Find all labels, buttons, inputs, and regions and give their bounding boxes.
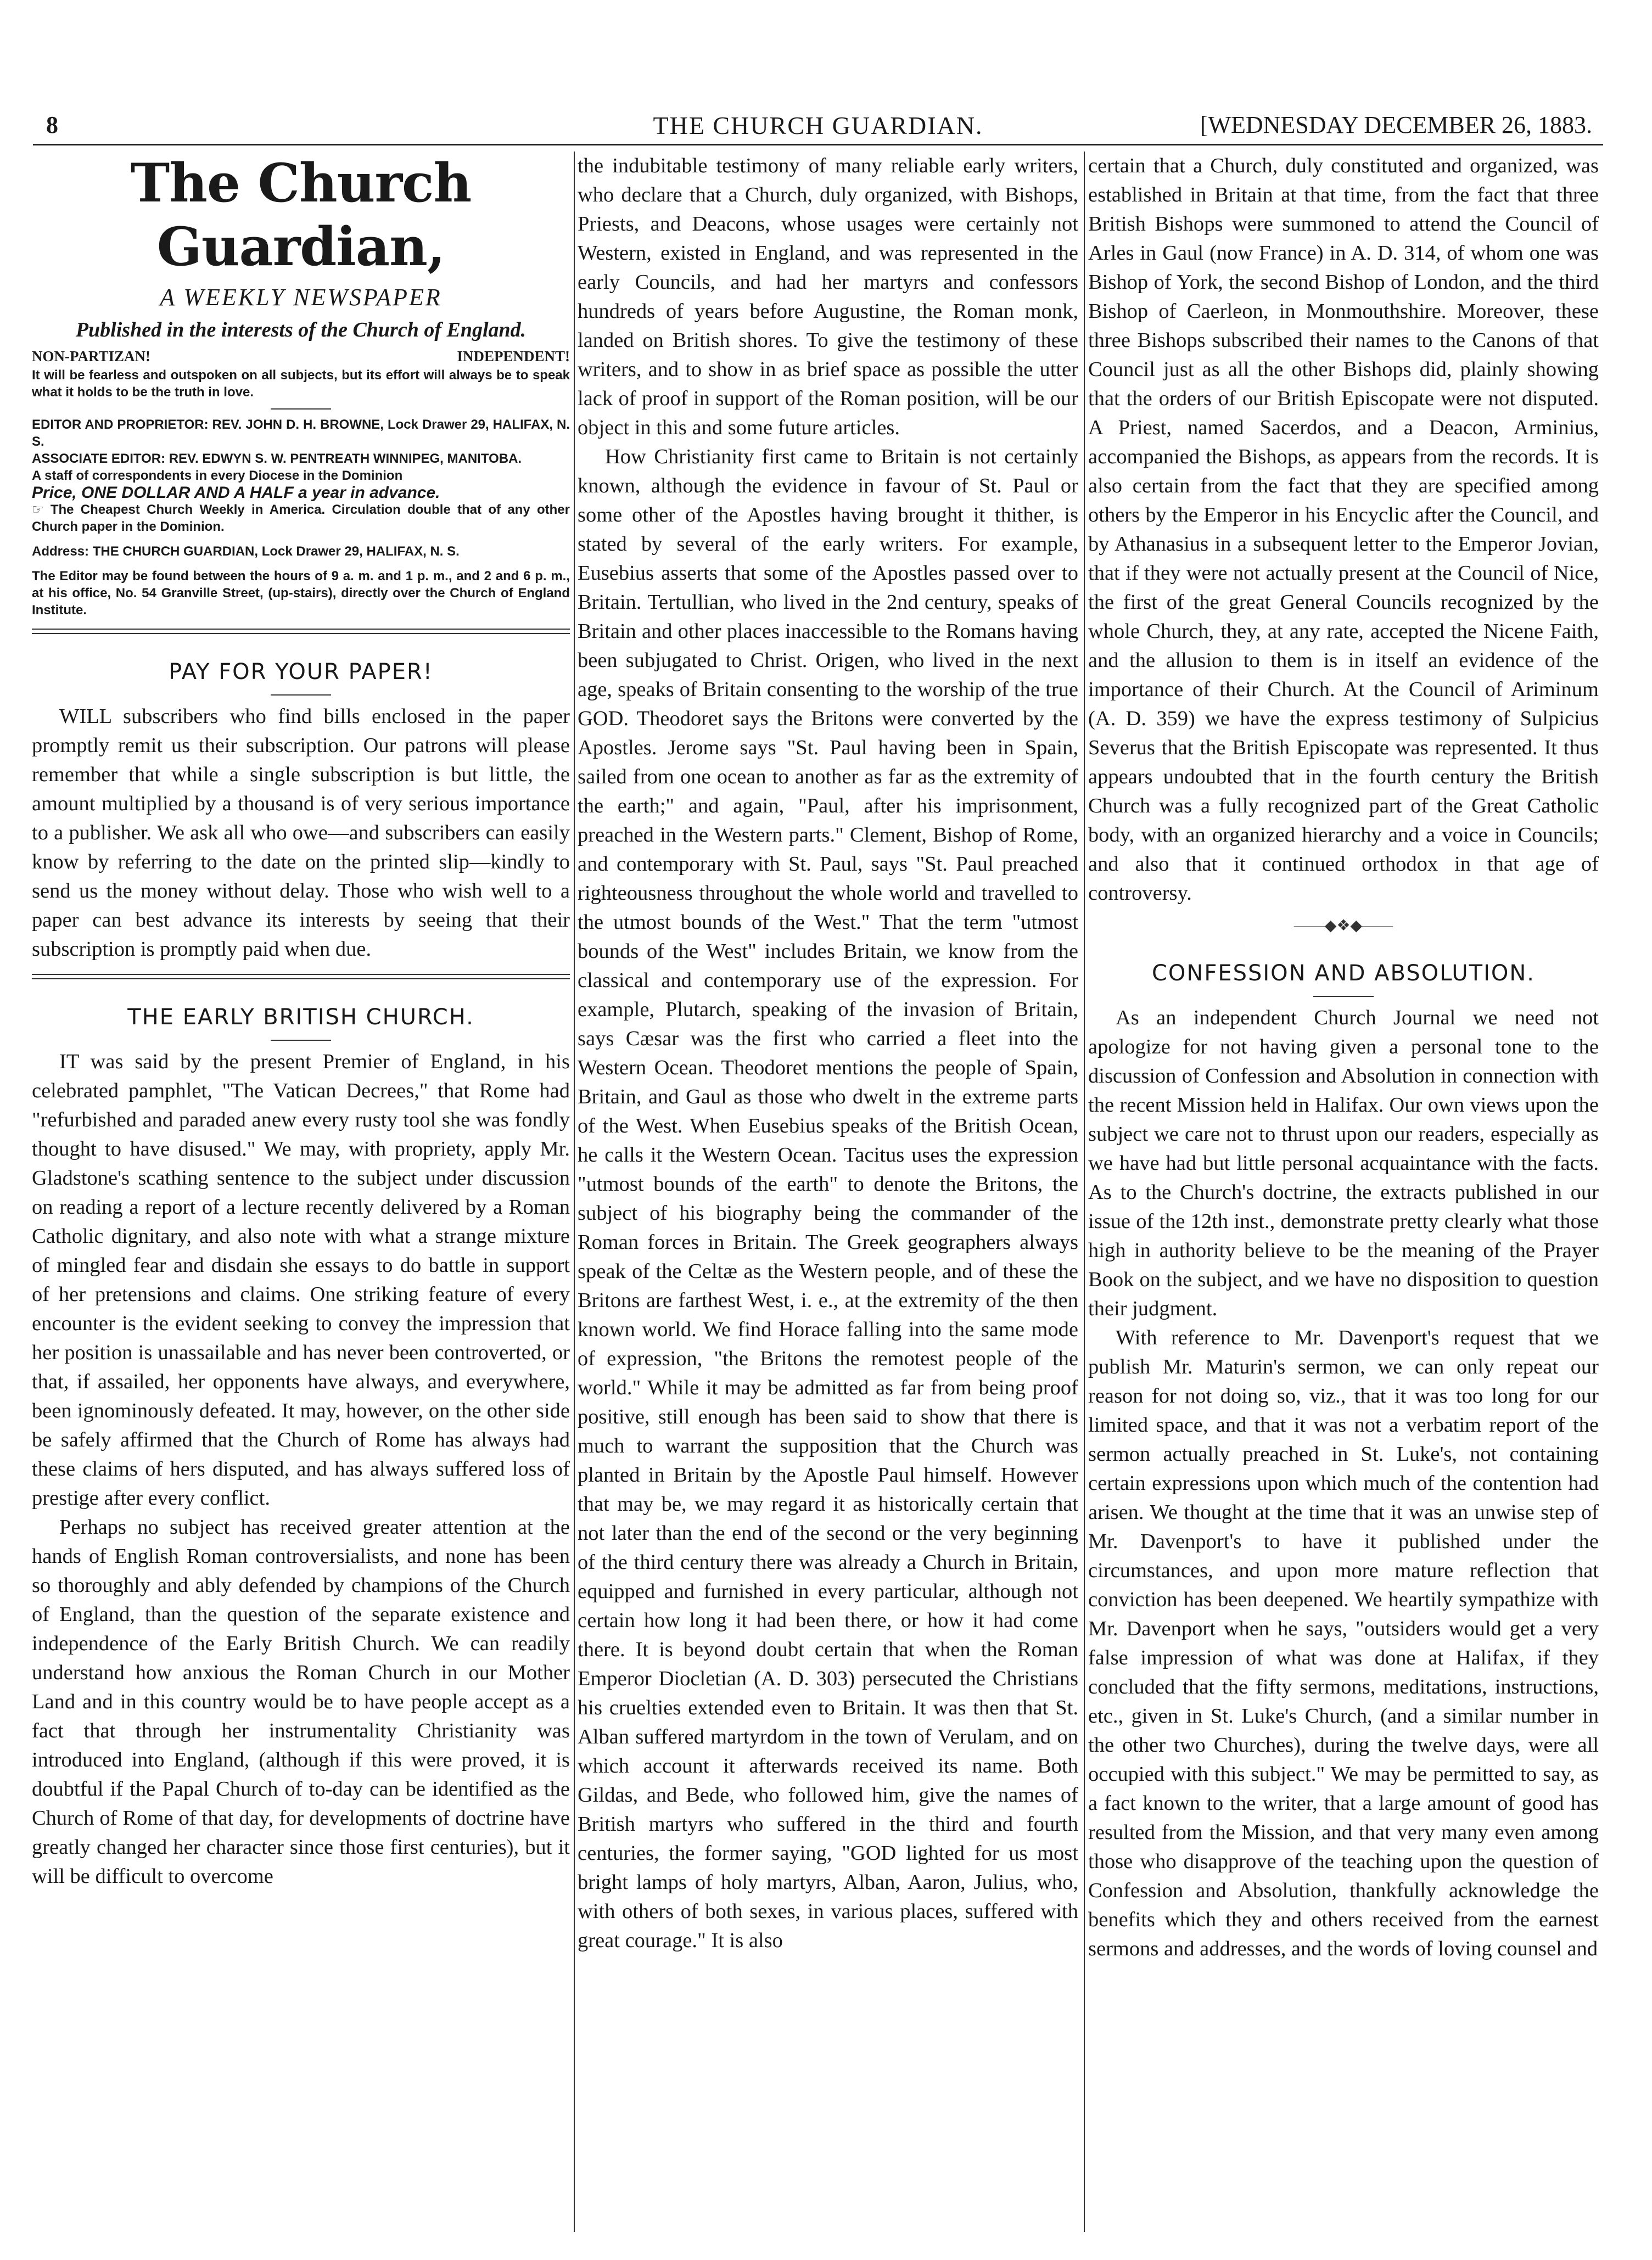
running-header (33, 109, 1603, 145)
masthead-circulation: ☞ The Cheapest Church Weekly in America. Circulation double that of any other Church paper in the Dominion. (32, 502, 570, 534)
column-rule-1 (574, 152, 575, 2232)
double-rule (32, 629, 570, 634)
early-church-heading: THE EARLY BRITISH CHURCH. (127, 1005, 474, 1030)
pay-heading: PAY FOR YOUR PAPER! (169, 659, 433, 685)
short-rule (271, 408, 331, 410)
double-rule (32, 974, 570, 979)
masthead-staff: A staff of correspondents in every Diocese in the Dominion (32, 468, 403, 483)
masthead-associate-editor: ASSOCIATE EDITOR: REV. EDWYN S. W. PENTREATH WINNIPEG, MANITOBA. (32, 451, 522, 466)
pay-article (32, 702, 570, 964)
early-paragraph-2: Perhaps no subject has received greater attention at the hands of English Roman controversialists, and none has been so thoroughly and ably defended by champions of the Church of England, than the question of the separate existence and independence of the Early British Church. We can readily understand how anxious the Roman Church in our Mother Land and in this country would be to have people accept as a fact that through her instrumentality Christianity was introduced into England, (although if this were proved, it is doubtful if the Papal Church of to-day can be identified as the Church of Rome of that day, for developments of doctrine have greatly changed her character since those first centuries), but it will be difficult to overcome (32, 1516, 570, 1888)
early-church-conclusion (1088, 152, 1599, 908)
masthead-hours: The Editor may be found between the hours of 9 a. m. and 1 p. m., and 2 and 6 p. m., at his office, No. 54 Granville Street, (up-stairs), directly over the Church of England Institute. (32, 569, 570, 618)
issue-date: [WEDNESDAY DECEMBER 26, 1883. (1200, 111, 1592, 138)
column-1 (32, 152, 570, 2243)
ornament-divider: ——◆❖◆—— (1293, 917, 1393, 934)
pay-paragraph: WILL subscribers who find bills enclosed in the paper promptly remit us their subscription. Our patrons will please remember that while a single subscription is but little, the amount multiplied by a thousand is of very serious importance to a publisher. We ask all who owe—and subscribers can easily know by referring to the date on the printed slip—kindly to send us the money without delay. Those who wish well to a paper can best advance its interests by seeing that their subscription is promptly paid when due. (32, 705, 570, 961)
early-paragraph-1: IT was said by the present Premier of England, in his celebrated pamphlet, "The Vatican Decrees," that Rome had "refurbished and paraded anew every rusty tool she was fondly thought to have disused." We may, with propriety, apply Mr. Gladstone's scathing sentence to the subject under discussion on reading a report of a lecture recently delivered by a Roman Catholic dignitary, and also note with what a strange mixture of mingled fear and disdain she essays to do battle in support of her pretensions and claims. One striking feature of every encounter is the evident seeking to convey the impression that her position is unassailable and has never been controverted, or that, if assailed, her opponents have always, and everywhere, been ignominously defeated. It may, however, on the other side be safely affirmed that the Church of Rome has always had these claims of hers disputed, and has always suffered loss of prestige after every conflict. (32, 1050, 570, 1510)
page-number: 8 (46, 111, 58, 138)
column-3 (1088, 152, 1599, 2243)
early-paragraph-4: How Christianity first came to Britain is not certainly known, although the evidence in favour of St. Paul or some other of the Apostles having brought it thither, is stated by several of the early writers. For example, Eusebius asserts that some of the Apostles passed over to Britain. Tertullian, who lived in the 2nd century, speaks of Britain and other places inaccessible to the Romans having been subjugated to Christ. Origen, who lived in the next age, speaks of Britain consenting to the worship of the true GOD. Theodoret says the Britons were converted by the Apostles. Jerome says "St. Paul having been in Spain, sailed from one ocean to another as far as the extremity of the earth;" and again, "Paul, after his imprisonment, preached in the Western parts." Clement, Bishop of Rome, and contemporary with St. Paul, says "St. Paul preached righteousness throughout the whole world and travelled to the utmost bounds of the West." That the term "utmost bounds of the West" includes Britain, we know from the classical and contemporary use of the expression. For example, Plutarch, speaking of the invasion of Britain, says Cæsar was the first who carried a fleet into the Western Ocean. Theodoret mentions the people of Spain, Britain, and Gaul as those who dwelt in the extreme parts of the West. When Eusebius speaks of the British Ocean, he calls it the Western Ocean. Tacitus uses the expression "utmost bounds of the earth" to denote the Britons, the subject of his biography being the commander of the Roman forces in Britain. The Greek geographers always speak of the Celtæ as the Western people, and of these the Britons are farthest West, i. e., at the extremity of the then known world. We find Horace falling into the same mode of expression, "the Britons the remotest people of the world." While it may be admitted as far from being proof positive, still enough has been said to show that there is much to warrant the supposition that the Church was planted in Britain by the Apostle Paul himself. However that may be, we may regard it as historically certain that not later than the end of the second or the very beginning of the third century there was already a Church in Britain, equipped and furnished in every particular, although not certain how long it had been there, or how it had come there. It is beyond doubt certain that when the Roman Emperor Diocletian (A. D. 303) persecuted the Christians his cruelties extended even to Britain. It was then that St. Alban suffered martyrdom in the town of Verulam, and on which account it afterwards received its name. Both Gildas, and Bede, who followed him, give the names of British martyrs who suffered in the third and fourth centuries, the former saying, "GOD lighted for us most bright lamps of holy martyrs, Alban, Aaron, Julius, who, with others of both sexes, in various places, suffered with great courage." It is also (578, 445, 1078, 1952)
short-rule (271, 694, 331, 696)
masthead-title: The Church Guardian, (130, 152, 472, 278)
short-rule (271, 1040, 331, 1041)
column-2 (578, 152, 1078, 2243)
short-rule (1313, 996, 1374, 997)
masthead-editor: EDITOR AND PROPRIETOR: REV. JOHN D. H. BROWNE, Lock Drawer 29, HALIFAX, N. S. (32, 417, 570, 449)
confession-heading: CONFESSION AND ABSOLUTION. (1151, 961, 1535, 986)
masthead-motto: It will be fearless and outspoken on all subjects, but its effort will always be to speak what it holds to be the truth in love. (32, 368, 570, 400)
confession-paragraph-2: With reference to Mr. Davenport's request that we publish Mr. Maturin's sermon, we can only repeat our reason for not doing so, viz., that it was too long for our limited space, and that it was not a verbatim report of the sermon actually preached in St. Luke's, not containing certain expressions upon which much of the contention had arisen. We thought at the time that it was an unwise step of Mr. Davenport's to have it published under the circumstances, and upon more mature reflection that conviction has been deepened. We heartily sympathize with Mr. Davenport when he says, "outsiders would get a very false impression of what was done at Halifax, if they concluded that the fifty sermons, meditations, instructions, etc., given in St. Luke's Church, (and a similar number in the other two Churches), during the twelve days, were all occupied with this subject." We may be permitted to say, as a fact known to the writer, that a large amount of good has resulted from the Mission, and that very many even among those who disapprove of the teaching upon the question of Confession and Absolution, thankfully acknowledge the benefits which they and others received from the earnest sermons and addresses, and the words of loving counsel and (1088, 1326, 1599, 1960)
early-paragraph-5: certain that a Church, duly constituted and organized, was established in Britain at that time, from the fact that three British Bishops were summoned to attend the Council of Arles in Gaul (now France) in A. D. 314, of whom one was Bishop of York, the second Bishop of London, and the third Bishop of Caerleon, in Monmouthshire. Moreover, these three Bishops subscribed their names to the Canons of that Council just as all the other Bishops did, plainly showing that the orders of our British Episcopate were not disputed. A Priest, named Sacerdos, and a Deacon, Arminius, accompanied the Bishops, as appears from the records. It is also certain from the fact that they are specified among others by the Emperor in his Encyclic after the Council, and by Athanasius in a subsequent letter to the Emperor Jovian, that if they were not actually present at the Council of Nice, the first of the great General Councils recognized by the whole Church, they, at any rate, accepted the Nicene Faith, and the allusion to them is in itself an evidence of the importance of their Church. At the Council of Ariminum (A. D. 359) we have the express testimony of Sulpicius Severus that the British Episcopate was represented. It thus appears undoubted that in the fourth century the British Church was a fully recognized part of the Great Catholic body, with an organized hierarchy and a voice in Councils; and also that it continued orthodox in that age of controversy. (1088, 154, 1599, 905)
masthead-published: Published in the interests of the Church of England. (75, 318, 527, 341)
running-title: THE CHURCH GUARDIAN. (653, 111, 983, 139)
early-church-continued (578, 152, 1078, 1955)
early-paragraph-3: the indubitable testimony of many reliable early writers, who declare that a Church, duly organized, with Bishops, Priests, and Deacons, whose usages were certainly not Western, existed in England, and was represented in the early Councils, and had her martyrs and confessors hundreds of years before Augustine, the Roman monk, landed on British shores. To give the testimony of these writers, and to show in as brief space as possible the utter lack of proof in support of the Roman position, will be our object in this and some future articles. (578, 154, 1078, 439)
confession-paragraph-1: As an independent Church Journal we need not apologize for not having given a personal tone to the discussion of Confession and Absolution in connection with the recent Mission held in Halifax. Our own views upon the subject we care not to thrust upon our readers, especially as we have had but little personal acquaintance with the facts. As to the Church's doctrine, the extracts published in our issue of the 12th inst., demonstrate pretty clearly what those high in authority believe to be the meaning of the Prayer Book on the subject, and we have no disposition to question their judgment. (1088, 1006, 1599, 1320)
confession-article (1088, 1003, 1599, 1964)
masthead-address: Address: THE CHURCH GUARDIAN, Lock Drawer 29, HALIFAX, N. S. (32, 544, 460, 559)
early-church-article (32, 1047, 570, 1891)
masthead-stance (32, 346, 570, 367)
column-rule-2 (1084, 152, 1085, 2232)
masthead-subtitle: A WEEKLY NEWSPAPER (160, 284, 442, 311)
independent-label: INDEPENDENT! (457, 348, 570, 364)
masthead-price: Price, ONE DOLLAR AND A HALF a year in advance. (32, 484, 440, 502)
nonpartisan-label: NON-PARTIZAN! (32, 348, 151, 364)
